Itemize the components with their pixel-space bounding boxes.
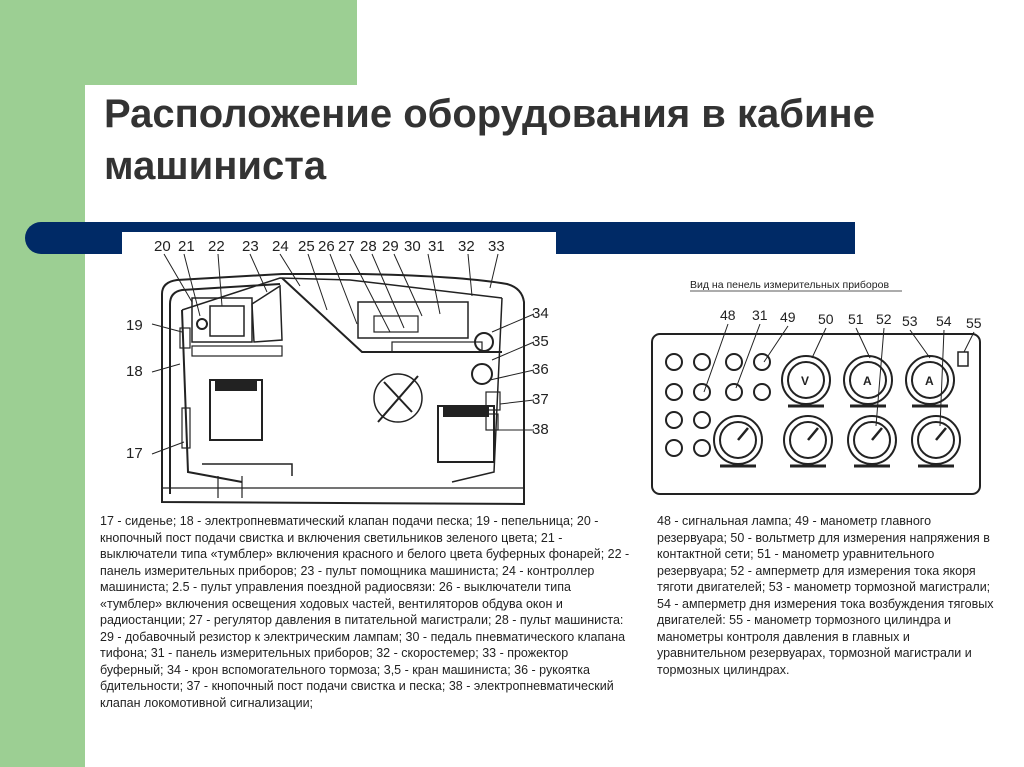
callout-37: 37	[532, 391, 549, 408]
panel-heading: Вид на пенель измерительных приборов	[690, 279, 890, 291]
callout-31-panel: 31	[752, 307, 768, 323]
callout-53: 53	[902, 313, 918, 329]
callout-17: 17	[126, 445, 143, 462]
green-corner-block	[0, 0, 357, 85]
callout-24: 24	[272, 238, 289, 255]
cabin-layout-svg	[122, 232, 556, 510]
callout-35: 35	[532, 333, 549, 350]
callout-51: 51	[848, 311, 864, 327]
gauge-letter-a-1: A	[863, 374, 872, 388]
callout-48: 48	[720, 307, 736, 323]
callout-19: 19	[126, 317, 143, 334]
callout-22: 22	[208, 238, 225, 255]
slide-title: Расположение оборудования в кабине машиниста	[104, 92, 875, 188]
green-side-strip	[0, 85, 85, 767]
callout-18: 18	[126, 363, 143, 380]
callout-55: 55	[966, 315, 982, 331]
callout-28: 28	[360, 238, 377, 255]
callout-31: 31	[428, 238, 445, 255]
callout-34: 34	[532, 305, 549, 322]
callout-54: 54	[936, 313, 952, 329]
callout-25: 25	[298, 238, 315, 255]
gauge-letter-v: V	[801, 374, 810, 388]
callout-49: 49	[780, 309, 796, 325]
callout-50: 50	[818, 311, 834, 327]
callout-20: 20	[154, 238, 171, 255]
callout-30: 30	[404, 238, 421, 255]
callout-33: 33	[488, 238, 505, 255]
callout-23: 23	[242, 238, 259, 255]
right-figure-caption: 48 - сигнальная лампа; 49 - манометр главного резервуара; 50 - вольтметр для измерения напряжения в контактной сети; 51 - манометр уравнительного резервуара; 52 - амперметр для измерения тока якоря тяготи двигателей; 53 - манометр тормозной магистрали; 54 - амперметр дня измерения тока возбуждения тяговых двигателей: 55 - манометр тормозного цилиндра и манометры контроля давления в главных и уравнительном резервуарах, тормозной магистрали и тормозных цилиндрах.	[657, 514, 994, 677]
callout-26: 26	[318, 238, 335, 255]
callout-36: 36	[532, 361, 549, 378]
gauge-letter-a-2: A	[925, 374, 934, 388]
callout-38: 38	[532, 421, 549, 438]
cabin-layout-diagram	[122, 232, 556, 510]
callout-32: 32	[458, 238, 475, 255]
instrument-panel-svg	[640, 268, 1000, 508]
callout-29: 29	[382, 238, 399, 255]
callout-27: 27	[338, 238, 355, 255]
instrument-panel-diagram	[640, 268, 1000, 508]
left-figure-caption: 17 - сиденье; 18 - электропневматический клапан подачи песка; 19 - пепельница; 20 - кнопочный пост подачи свистка и включения светильников зеленого цвета; 21 - выключатели типа «тумблер» включения красного и белого цвета буферных фонарей; 22 - панель измерительных приборов; 23 - пульт помощника машиниста; 24 - контроллер машиниста; 2.5 - пульт управления поездной радиосвязи: 26 - выключатели типа «тумблер» включения освещения ходовых частей, вентиляторов обдува окон и радиостанции; 27 - регулятор давления в питательной магистрали; 28 - пульт машиниста: 29 - добавочный резистор к электрическим лампам; 30 - педаль пневматического клапана тифона; 31 - панель измерительных приборов; 32 - скоростемер; 33 - прожектор буферный; 34 - крон вспомогательного тормоза; 3,5 - кран машиниста; 36 - рукоятка бдительности; 37 - кнопочный пост подачи свистка и песка; 38 - электропневматический клапан локомотивной сигнализации;	[100, 514, 630, 710]
callout-52: 52	[876, 311, 892, 327]
callout-21: 21	[178, 238, 195, 255]
